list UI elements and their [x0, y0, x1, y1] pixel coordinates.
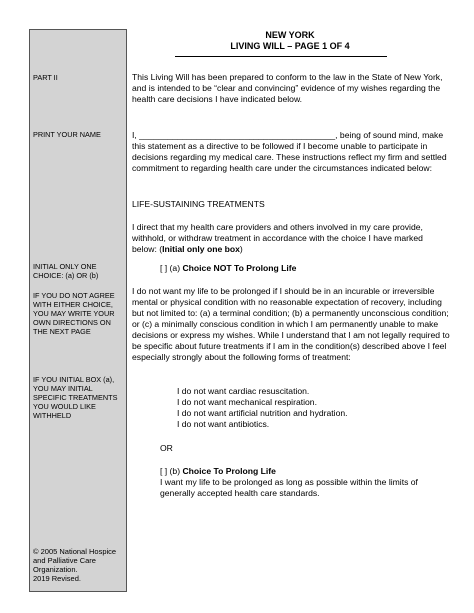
choice-b-paragraph: I want my life to be prolonged as long as possible within the limits of generally accepted health care standards. — [160, 477, 418, 498]
choice-a-paragraph: I do not want my life to be prolonged if I should be in an incurable or irreversible mental or physical condition with no reasonable expectation of recovery, including but not limited to: (a) a terminal condition; (b) a permanently unconscious condition; or (c) a minimally conscious condition in which I am permanently unable to make decisions or express my wishes. While I understand that I am not legally required to be specific about future treatments if I am in the condition(s) described above I feel especially strongly about the following forms of treatment: — [132, 286, 450, 362]
title-underline — [175, 56, 387, 57]
or-separator: OR — [160, 443, 173, 453]
declaration-prefix: I, — [132, 130, 137, 140]
treatment-item: I do not want cardiac resuscitation. — [177, 386, 310, 396]
doc-page-title: LIVING WILL – PAGE 1 OF 4 — [230, 41, 350, 51]
choice-b-line — [160, 466, 276, 477]
treatment-item: I do not want artificial nutrition and hydration. — [177, 408, 348, 418]
copyright-line-4: 2019 Revised. — [33, 574, 81, 583]
copyright-line-3: Organization. — [33, 565, 78, 574]
choice-a-box[interactable]: [ ] (a) — [160, 263, 181, 273]
choice-b-box[interactable]: [ ] (b) — [160, 466, 181, 476]
intro-paragraph: This Living Will has been prepared to conform to the law in the State of New York, and is intended to be “clear and convincing” evidence of my wishes regarding the health care decisions I have indicated below. — [132, 72, 443, 104]
copyright-note — [33, 547, 127, 583]
copyright-line-1: © 2005 National Hospice — [33, 547, 117, 556]
initial-a-note: IF YOU INITIAL BOX (a), YOU MAY INITIAL SPECIFIC TREATMENTS YOU WOULD LIKE WITHHELD — [33, 375, 118, 420]
section-heading: LIFE-SUSTAINING TREATMENTS — [132, 199, 265, 209]
direction-text: I direct that my health care providers and others involved in my care provide, withhold, or withdraw treatment in accordance with the choice I have marked below: ( — [132, 222, 423, 254]
choice-a-line — [160, 263, 296, 274]
print-name-label: PRINT YOUR NAME — [33, 130, 101, 139]
name-blank[interactable]: _________________________________________ — [139, 130, 336, 140]
declaration-paragraph — [132, 130, 450, 174]
treatment-item: I do not want antibiotics. — [177, 419, 270, 429]
direction-paragraph — [132, 222, 450, 255]
direction-end: ) — [239, 244, 243, 254]
doc-state-title: NEW YORK — [265, 30, 315, 40]
direction-bold: Initial only one box — [162, 244, 240, 254]
disagree-note: IF YOU DO NOT AGREE WITH EITHER CHOICE, YOU MAY WRITE YOUR OWN DIRECTIONS ON THE NEXT PAGE — [33, 291, 115, 336]
treatment-item: I do not want mechanical respiration. — [177, 397, 317, 407]
choice-a-label: Choice NOT To Prolong Life — [182, 263, 297, 273]
choice-b-label: Choice To Prolong Life — [182, 466, 276, 476]
initial-only-label: INITIAL ONLY ONE CHOICE: (a) OR (b) — [33, 262, 99, 280]
copyright-line-2: and Palliative Care — [33, 556, 96, 565]
part-label: PART II — [33, 73, 58, 82]
declaration-text: , being of sound mind, make this statement as a directive to be followed if I become unable to participate in decisions regarding my medical care. These instructions reflect my firm and settled commitment to regarding health care under the circumstances indicated below: — [132, 130, 447, 173]
